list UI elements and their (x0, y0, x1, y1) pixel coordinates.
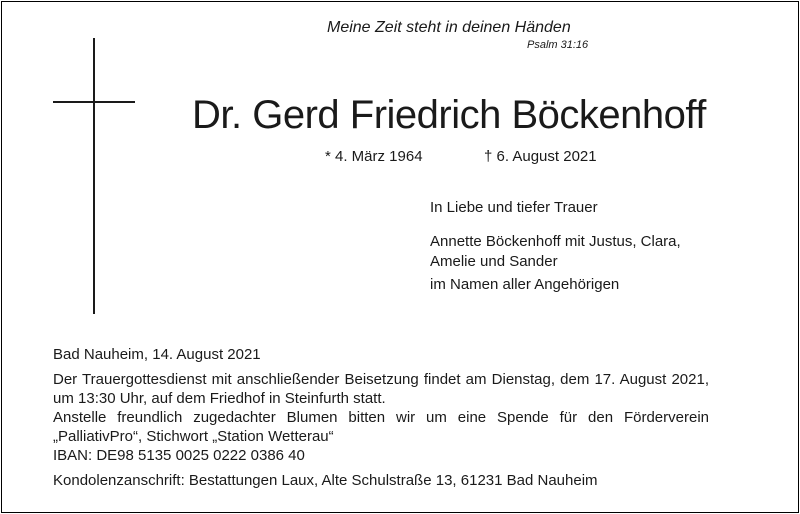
verse-reference: Psalm 31:16 (527, 39, 589, 51)
donation-info-line-2: „PalliativPro“, Stichwort „Station Wetterau“ (53, 428, 334, 445)
deceased-name: Dr. Gerd Friedrich Böckenhoff (192, 93, 706, 137)
place-and-date: Bad Nauheim, 14. August 2021 (53, 346, 261, 363)
cross-vertical-bar (93, 38, 95, 314)
donation-info-line-1: Anstelle freundlich zugedachter Blumen bitten wir um eine Spende für den Förderverein (53, 409, 709, 426)
family-names-line-1: Annette Böckenhoff mit Justus, Clara, (430, 233, 681, 250)
family-names-line-2: Amelie und Sander (430, 253, 558, 270)
cross-horizontal-bar (53, 101, 135, 103)
bible-verse: Meine Zeit steht in deinen Händen (327, 19, 571, 36)
service-info-line-2: um 13:30 Uhr, auf dem Friedhof in Steinfurth statt. (53, 390, 386, 407)
relatives-line: im Namen aller Angehörigen (430, 276, 620, 293)
iban-line: IBAN: DE98 5135 0025 0222 0386 40 (53, 447, 305, 464)
death-date: † 6. August 2021 (484, 148, 597, 165)
birth-date: * 4. März 1964 (325, 148, 423, 165)
condolence-address: Kondolenzanschrift: Bestattungen Laux, Alte Schulstraße 13, 61231 Bad Nauheim (53, 472, 598, 489)
mourning-intro: In Liebe und tiefer Trauer (430, 199, 598, 216)
service-info-line-1: Der Trauergottesdienst mit anschließender Beisetzung findet am Dienstag, dem 17. August 2021, (53, 371, 709, 388)
